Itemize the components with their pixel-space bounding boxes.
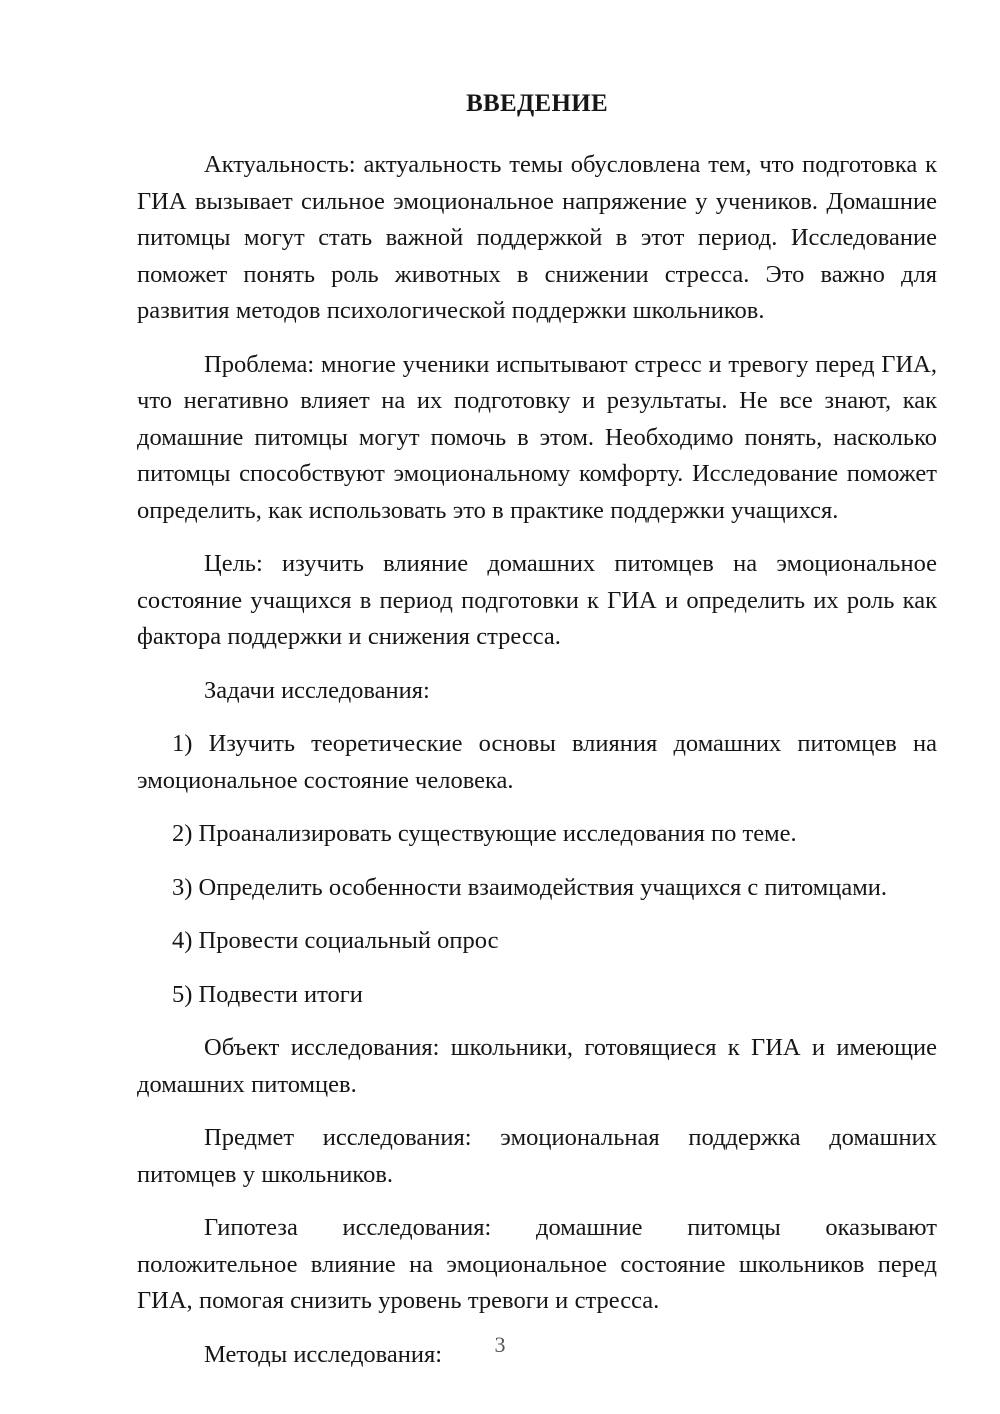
list-item: 5) Подвести итоги [172, 980, 363, 1008]
page-number: 3 [494, 1332, 506, 1357]
list-item: 4) Провести социальный опрос [172, 927, 499, 955]
list-item: 1) Изучить теоретические основы влияния домашних питомцев на эмоциональное состояние человека. [137, 730, 937, 794]
page-title: ВВЕДЕНИЕ [466, 90, 608, 117]
list-item: 3) Определить особенности взаимодействия учащихся с питомцами. [172, 873, 887, 901]
heading-methods: Методы исследования: [204, 1340, 443, 1368]
paragraph-subject: Предмет исследования: эмоциональная поддержка домашних питомцев у школьников. [137, 1124, 937, 1188]
document-body [137, 88, 937, 1390]
heading-tasks: Задачи исследования: [204, 676, 430, 704]
paragraph-hypothesis: Гипотеза исследования: домашние питомцы оказывают положительное влияние на эмоциональное состояние школьников перед ГИА, помогая снизить уровень тревоги и стресса. [137, 1214, 937, 1315]
paragraph-object: Объект исследования: школьники, готовящиеся к ГИА и имеющие домашних питомцев. [137, 1034, 937, 1098]
paragraph-problem: Проблема: многие ученики испытывают стресс и тревогу перед ГИА, что негативно влияет на их подготовку и результаты. Не все знают, как домашние питомцы могут помочь в этом. Необходимо понять, насколько питомцы способствуют эмоциональному комфорту. Исследование поможет определить, как использовать это в практике поддержки учащихся. [137, 350, 937, 524]
paragraph-relevance: Актуальность: актуальность темы обусловлена тем, что подготовка к ГИА вызывает сильное эмоциональное напряжение у учеников. Домашние питомцы могут стать важной поддержкой в этот период. Исследование поможет понять роль животных в снижении стресса. Это важно для развития методов психологической поддержки школьников. [137, 151, 937, 325]
list-item: 2) Проанализировать существующие исследования по теме. [172, 820, 797, 848]
paragraph-goal: Цель: изучить влияние домашних питомцев на эмоциональное состояние учащихся в период подготовки к ГИА и определить их роль как фактора поддержки и снижения стресса. [137, 550, 937, 651]
